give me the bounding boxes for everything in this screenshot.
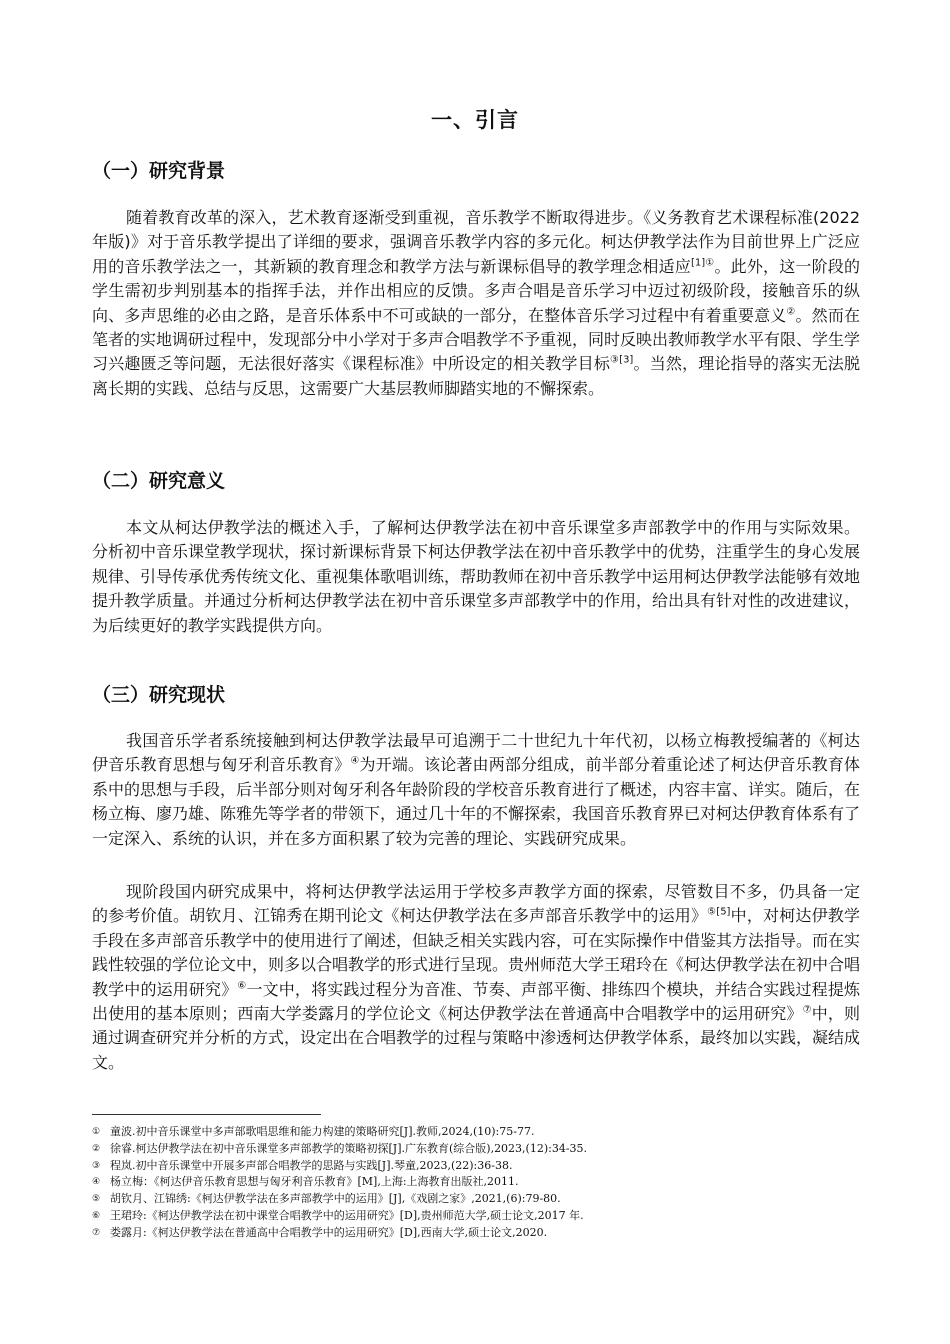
footnote-item: [92, 1174, 872, 1191]
paragraph-text-run: 中，对柯达伊教学手段在多声部音乐教学中的使用进行了阐述，但缺乏相关实践内容，可在实际操作中借鉴其方法指导。而在实践性较强的学位论文中，则多以合唱教学的形式进行呈现。贵州师范大学王珺玲在《柯达伊教学法在初中合唱教学中的运用研究》: [92, 906, 861, 999]
citation-mark: ③[3]: [610, 355, 634, 367]
paragraph-text-run: 一文中，将实践过程分为音准、节奏、声部平衡、排练四个模块，并结合实践过程提炼出使用的基本原则；西南大学娄露月的学位论文《柯达伊教学法在普通高中合唱教学中的运用研究》: [92, 979, 860, 1024]
footnote-text: 胡钦月、江锦绣:《柯达伊教学法在多声部教学中的运用》[J],《戏剧之家》,2021,(6):79-80.: [110, 1192, 561, 1206]
paragraph-background: [92, 206, 860, 401]
paragraph-text-run: 我国音乐学者系统接触到柯达伊教学法最早可追溯于二十世纪九十年代初，以杨立梅教授编著的《柯达伊音乐教育思想与匈牙利音乐教育》: [92, 731, 860, 775]
paragraph-text-run: 。当然，理论指导的落实无法脱离长期的实践、总结与反思，这需要广大基层教师脚踏实地的不懈探索。: [92, 354, 860, 398]
paragraph-text-run: 。然而在笔者的实地调研过程中，发现部分中小学对于多声合唱教学不予重视，同时反映出教师教学水平有限、学生学习兴趣匮乏等问题，无法很好落实《课程标准》中所设定的相关教学目标: [92, 305, 861, 374]
paragraph-status-2: [92, 880, 860, 1075]
footnote-item: [92, 1124, 872, 1141]
paragraph-status-1: [92, 729, 860, 851]
citation-mark: ⑦: [802, 1004, 812, 1016]
footnote-divider: [92, 1114, 321, 1115]
footnote-text: 徐睿.柯达伊教学法在初中音乐课堂多声部教学的策略初探[J].广东教育(综合版),2023,(12):34-35.: [110, 1141, 588, 1155]
footnote-mark: ①: [92, 1127, 101, 1137]
paragraph-text-run: 。此外，这一阶段的学生需初步判别基本的指挥手法，并作出相应的反馈。多声合唱是音乐学习中迈过初级阶段，接触音乐的纵向、多声思维的必由之路，是音乐体系中不可或缺的一部分，在整体音乐学习过程中有着重要意义: [92, 256, 860, 325]
paragraph-text-run: 本文从柯达伊教学法的概述入手，了解柯达伊教学法在初中音乐课堂多声部教学中的作用与实际效果。分析初中音乐课堂教学现状，探讨新课标背景下柯达伊教学法在初中音乐教学中的优势，注重学生的身心发展规律、引导传承优秀传统文化、重视集体歌唱训练，帮助教师在初中音乐教学中运用柯达伊教学法能够有效地提升教学质量。并通过分析柯达伊教学法在初中音乐课堂多声部教学中的作用，给出具有针对性的改进建议，为后续更好的教学实践提供方向。: [92, 518, 861, 635]
citation-mark: ②: [786, 306, 796, 318]
citation-mark: ⑤[5]: [707, 907, 731, 919]
footnote-mark: ②: [92, 1143, 101, 1154]
footnote-item: [92, 1225, 872, 1242]
footnote-text: 娄露月:《柯达伊教学法在普通高中合唱教学中的运用研究》[D],西南大学,硕士论文,2020.: [110, 1225, 548, 1239]
footnote-mark: ③: [92, 1160, 101, 1171]
paragraph-significance: [92, 516, 860, 638]
footnote-item: [92, 1208, 872, 1225]
paragraph-text-run: 随着教育改革的深入，艺术教育逐渐受到重视，音乐教学不断取得进步。《义务教育艺术课程标准(2022 年版)》对于音乐教学提出了详细的要求，强调音乐教学内容的多元化。柯达伊教学法作为目前世界上广泛应用的音乐教学法之一，其新颖的教育理念和教学方法与新课标倡导的教学理念相适应: [92, 208, 860, 276]
citation-mark: ⑥: [237, 980, 247, 992]
section-heading-significance: （二）研究意义: [92, 470, 226, 492]
paragraph-text-run: 为开端。该论著由两部分组成，前半部分着重论述了柯达伊音乐教育体系中的思想与手段，后半部分则对匈牙利各年龄阶段的学校音乐教育进行了概述，内容丰富、详实。随后，在杨立梅、廖乃雄、陈雅先等学者的带领下，通过几十年的不懈探索，我国音乐教育界已对柯达伊教育体系有了一定深入、系统的认识，并在多方面积累了较为完善的理论、实践研究成果。: [92, 755, 861, 848]
footnote-mark: ⑤: [92, 1194, 101, 1205]
footnote-text: 王珺玲:《柯达伊教学法在初中课堂合唱教学中的运用研究》[D],贵州师范大学,硕士论文,2017 年.: [110, 1208, 584, 1222]
footnote-item: [92, 1141, 872, 1158]
footnote-item: [92, 1158, 872, 1175]
paragraph-text-run: 现阶段国内研究成果中，将柯达伊教学法运用于学校多声教学方面的探索，尽管数目不多，仍具备一定的参考价值。胡钦月、江锦秀在期刊论文《柯达伊教学法在多声部音乐教学中的运用》: [92, 882, 860, 926]
section-heading-status: （三）研究现状: [92, 684, 226, 706]
footnote-text: 童波.初中音乐课堂中多声部歌唱思维和能力构建的策略研究[J].教师,2024,(10):75-77.: [110, 1125, 535, 1138]
footnote-text: 程岚.初中音乐课堂中开展多声部合唱教学的思路与实践[J].琴童,2023,(22):36-38.: [110, 1158, 513, 1172]
footnote-mark: ⑥: [92, 1210, 101, 1221]
footnote-text: 杨立梅：《柯达伊音乐教育思想与匈牙利音乐教育》[M],上海:上海教育出版社,2011.: [110, 1175, 519, 1189]
paragraph-text-run: 中，则通过调查研究并分析的方式，设定出在合唱教学的过程与策略中渗透柯达伊教学体系，最终加以实践，凝结成文。: [92, 1004, 861, 1072]
section-heading-background: （一）研究背景: [92, 160, 226, 182]
chapter-title: 一、引言: [431, 108, 519, 132]
footnote-mark: ④: [92, 1177, 101, 1188]
footnote-mark: ⑦: [92, 1227, 101, 1238]
citation-mark: [1]①: [690, 257, 715, 269]
footnotes: [92, 1124, 872, 1242]
footnote-item: [92, 1191, 872, 1208]
citation-mark: ④: [350, 756, 360, 768]
